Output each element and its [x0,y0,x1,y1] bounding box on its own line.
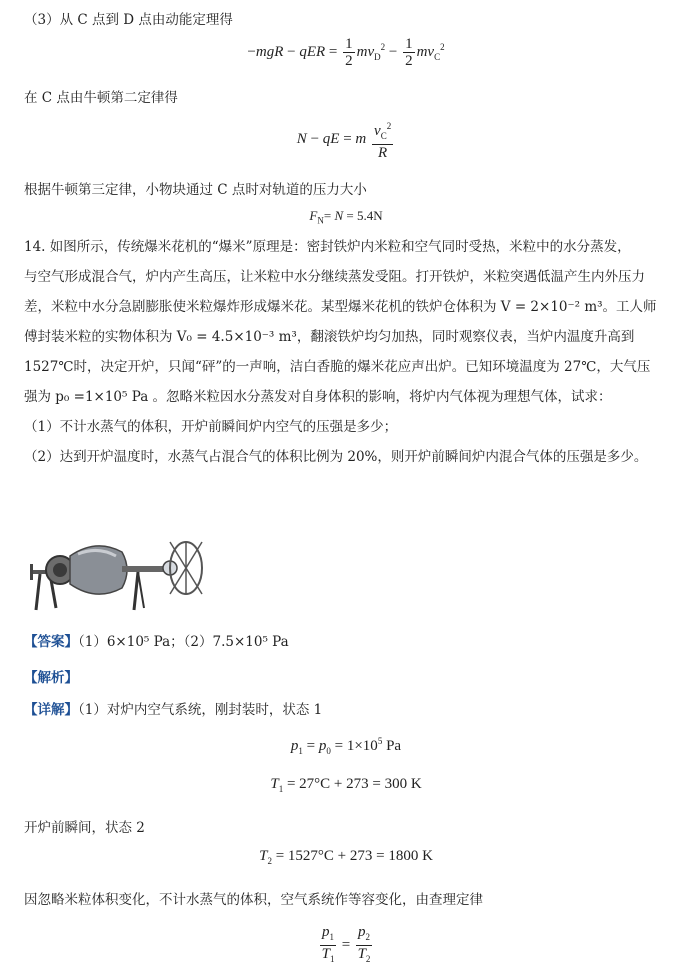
section3-third-law: 根据牛顿第三定律，小物块通过 C 点时对轨道的压力大小 [24,182,367,198]
analysis-line [24,666,78,686]
q14-line: 傅封装米粒的实物体积为 V₀ = 4.5×10⁻³ m³，翻滚铁炉均匀加热，同时观察仪表，当炉内温度升高到 [24,329,635,345]
equation-charles-law: $\frac{p_1}{T_1}$ = $\frac{p_2}{T_2}$ [321,924,371,964]
q14-line: 14. 如图所示，传统爆米花机的“爆米”原理是：密封铁炉内米粒和空气同时受热，米粒中的水分蒸发， [24,239,631,255]
q14-line: 与空气形成混合气，炉内产生高压，让米粒中水分继续蒸发受阻。打开铁炉，米粒突遇低温产生内外压力 [24,269,645,285]
question-14-text [24,232,674,472]
section3-c-point: 在 C 点由牛顿第二定律得 [24,90,178,106]
detail-line [24,698,322,718]
equation-newton-second: N − qE = m $\frac{v_C^2}{R}$ [0,118,692,161]
q14-sub1: （1）不计水蒸气的体积，开炉前瞬间炉内空气的压强是多少； [24,419,398,435]
analysis-tag: 【解析】 [24,670,78,686]
answer-text: （1）6×10⁵ Pa；（2）7.5×10⁵ Pa [78,634,289,650]
equation-t2: $T_2 = 1527^\circ C + 273 = 1800$ K [259,848,433,866]
detail-tag: 【详解】 [24,702,78,718]
charles-law-text: 因忽略米粒体积变化，不计水蒸气的体积，空气系统作等容变化，由查理定律 [24,892,483,908]
answer-tag: 【答案】 [24,634,78,650]
equation-kinetic-energy: −mgR − qER = $\frac{1}{2}$ $mv_D^2$ − $\frac{1}{2}$ $mv_C^2$ [247,36,445,69]
detail-text: （1）对炉内空气系统，刚封装时，状态 1 [78,702,323,718]
q14-line: 强为 p₀ =1×10⁵ Pa 。忽略米粒因水分蒸发对自身体积的影响，将炉内气体视为理想气体，试求： [24,389,612,405]
state2-text: 开炉前瞬间，状态 2 [24,820,145,836]
equation-t1: $T_1 = 27^\circ C + 273 = 300$ K [270,776,422,794]
section3-intro: （3）从 C 点到 D 点由动能定理得 [24,12,233,28]
equation-p1: $p_1 = p_0 = 1\times 10^5$ Pa [290,736,402,756]
q14-sub2: （2）达到开炉温度时，水蒸气占混合气的体积比例为 20%，则开炉前瞬间炉内混合气体的压强是多少。 [24,449,648,465]
q14-line: 1527℃时，决定开炉，只闻“砰”的一声响，洁白香脆的爆米花应声出炉。已知环境温度为 27℃，大气压 [24,359,651,375]
answer-line [24,630,289,650]
equation-normal-force: $F_N= N = 5.4N$ [309,208,383,226]
q14-line: 差，米粒中水分急剧膨胀使米粒爆炸形成爆米花。某型爆米花机的铁炉仓体积为 V = 2×10⁻² m³。工人师 [24,299,657,315]
popcorn-machine-illustration [26,530,206,612]
